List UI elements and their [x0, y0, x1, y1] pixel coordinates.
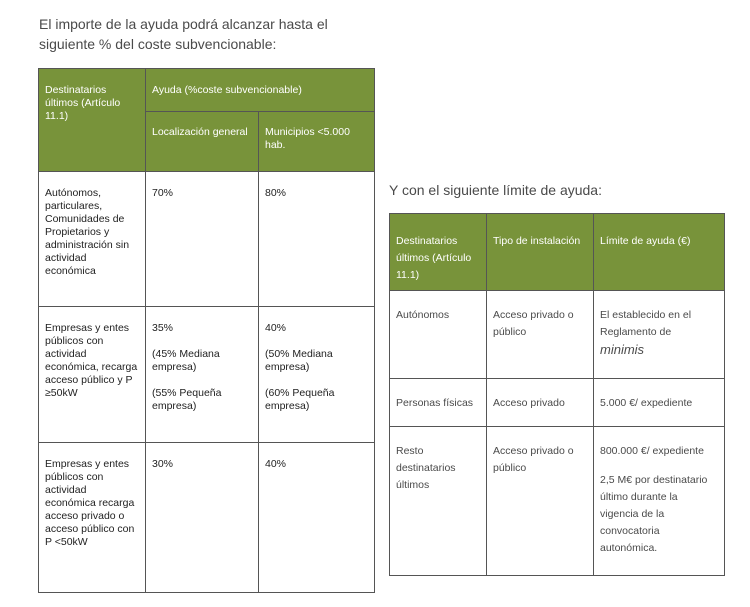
aid-limit-table [389, 213, 725, 576]
percent-note: (60% Pequeña empresa) [265, 387, 335, 412]
header-tipo-instalacion: Tipo de instalación [487, 214, 594, 291]
limit-title: Y con el siguiente límite de ayuda: [389, 182, 602, 198]
percent-note: (55% Pequeña empresa) [152, 387, 222, 412]
percent-value: 80% [265, 187, 287, 199]
mun-cell [259, 307, 375, 443]
header-municipios: Municipios <5.000 hab. [259, 112, 375, 172]
header-destinatarios: Destinatarios últimos (Artículo 11.1) [39, 69, 146, 172]
limite-text: 800.000 €/ expediente [600, 445, 704, 457]
loc-cell [146, 307, 259, 443]
table-row [39, 307, 375, 443]
mun-cell [259, 172, 375, 307]
limite-italic: minimis [600, 342, 645, 357]
tipo-cell: Acceso privado o público [487, 427, 594, 576]
limite-cell: 5.000 €/ expediente [594, 379, 725, 427]
dest-cell: Personas físicas [390, 379, 487, 427]
limite-cell [594, 291, 725, 379]
tipo-cell: Acceso privado o público [487, 291, 594, 379]
limite-text-2: 2,5 M€ por destinatario último durante la vigencia de la convocatoria autonómica. [600, 474, 708, 554]
table-row [390, 427, 725, 576]
percent-value: 30% [152, 458, 174, 470]
table-row [390, 291, 725, 379]
loc-cell [146, 172, 259, 307]
percent-value: 40% [265, 458, 287, 470]
dest-cell: Empresas y entes públicos con actividad económica recarga acceso privado o acceso público con P <50kW [39, 443, 146, 593]
header-localizacion: Localización general [146, 112, 259, 172]
dest-cell: Autónomos, particulares, Comunidades de Propietarios y administración sin actividad económica [39, 172, 146, 307]
percent-value: 40% [265, 322, 287, 334]
dest-cell: Autónomos [390, 291, 487, 379]
dest-cell: Empresas y entes públicos con actividad económica, recarga acceso público y P ≥50kW [39, 307, 146, 443]
percent-note: (45% Mediana empresa) [152, 348, 220, 373]
loc-cell [146, 443, 259, 593]
limite-cell [594, 427, 725, 576]
header-destinatarios: Destinatarios últimos (Artículo 11.1) [390, 214, 487, 291]
header-limite-ayuda: Límite de ayuda (€) [594, 214, 725, 291]
dest-cell: Resto destinatarios últimos [390, 427, 487, 576]
table-row [39, 443, 375, 593]
table-row [39, 172, 375, 307]
percent-value: 35% [152, 322, 174, 334]
intro-text: El importe de la ayuda podrá alcanzar hasta el siguiente % del coste subvencionable: [39, 16, 328, 52]
limite-text: El establecido en el Reglamento de [600, 309, 692, 338]
tipo-cell: Acceso privado [487, 379, 594, 427]
percent-value: 70% [152, 187, 174, 199]
mun-cell [259, 443, 375, 593]
aid-percentage-table [38, 68, 375, 593]
table-row [390, 379, 725, 427]
header-ayuda: Ayuda (%coste subvencionable) [146, 69, 375, 112]
percent-note: (50% Mediana empresa) [265, 348, 333, 373]
